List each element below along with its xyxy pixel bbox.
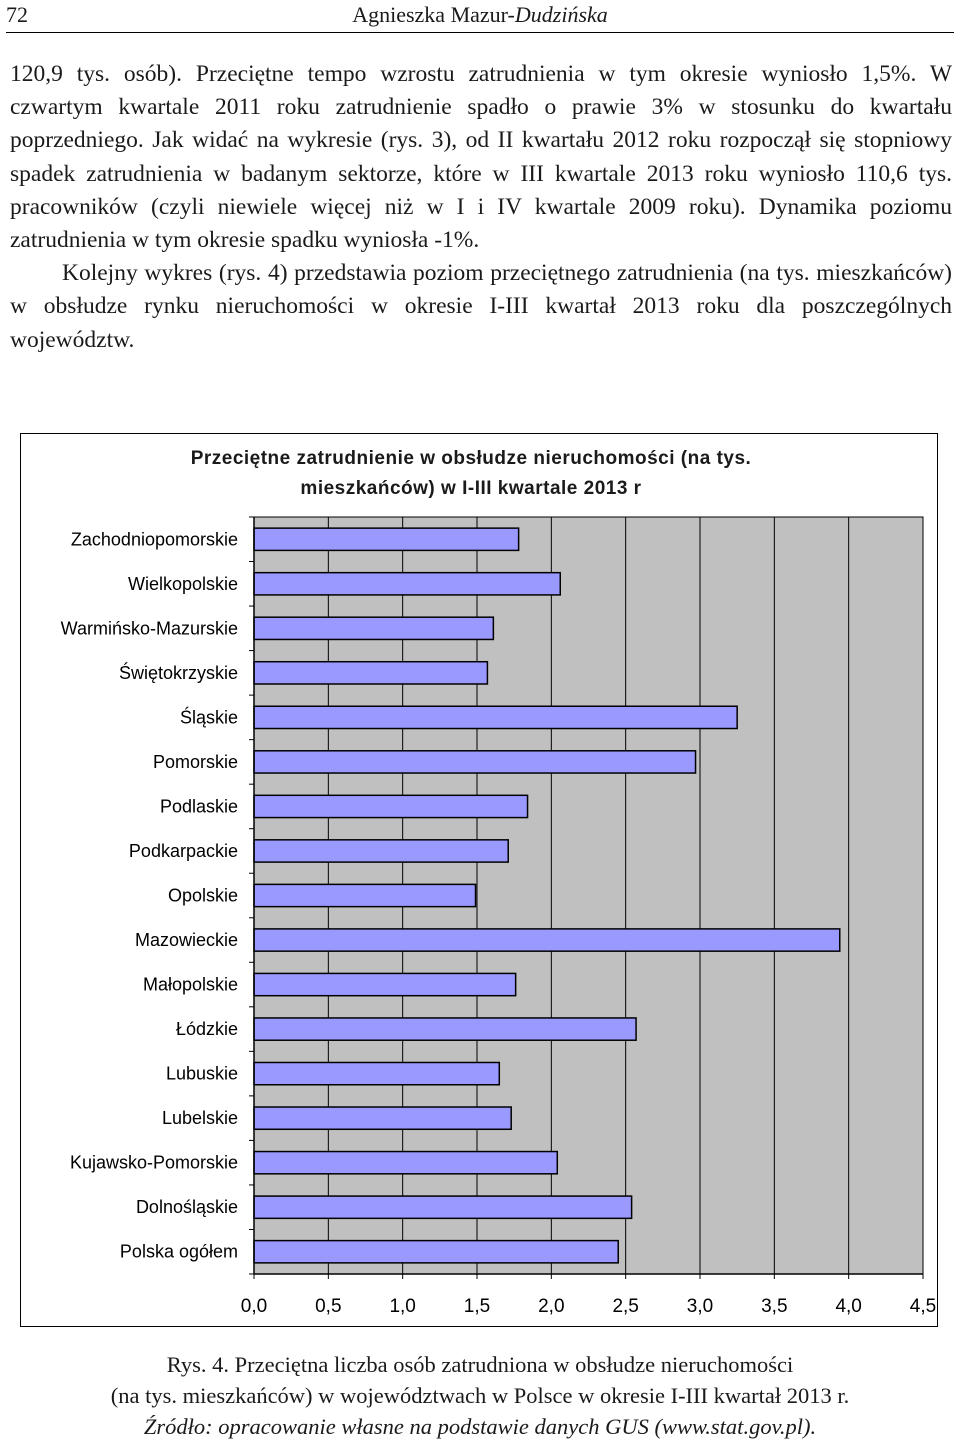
x-tick-label: 4,0 xyxy=(835,1296,862,1317)
y-tick-label: Lubelskie xyxy=(161,1108,238,1129)
header-rule xyxy=(6,32,954,33)
y-tick-label: Dolnośląskie xyxy=(135,1197,238,1218)
y-tick-label: Opolskie xyxy=(167,885,238,906)
y-tick-label: Lubuskie xyxy=(165,1063,238,1084)
author-name: Agnieszka Mazur- xyxy=(352,2,515,27)
x-tick-label: 0,5 xyxy=(315,1296,342,1317)
page-number: 72 xyxy=(6,2,28,27)
x-tick-label: 2,5 xyxy=(612,1296,639,1317)
bar xyxy=(254,1241,618,1263)
x-tick-label: 2,0 xyxy=(538,1296,565,1317)
y-tick-label: Zachodniopomorskie xyxy=(70,529,238,550)
bar xyxy=(254,706,737,728)
bar xyxy=(254,1196,632,1218)
y-tick-label: Podlaskie xyxy=(159,796,238,817)
caption-line: Rys. 4. Przeciętna liczba osób zatrudniona w obsłudze nieruchomości xyxy=(166,1352,794,1377)
bar xyxy=(254,617,493,639)
bar xyxy=(254,1062,499,1084)
y-tick-label: Wielkopolskie xyxy=(127,573,238,594)
bar xyxy=(254,795,528,817)
author-name-italic: Dudzińska xyxy=(514,2,608,27)
y-tick-label: Warmińsko-Mazurskie xyxy=(60,618,238,639)
bar xyxy=(254,528,519,550)
bar xyxy=(254,973,516,995)
x-tick-label: 0,0 xyxy=(240,1296,268,1317)
y-tick-label: Łódzkie xyxy=(175,1019,238,1040)
y-tick-label: Mazowieckie xyxy=(134,930,238,951)
chart-title-line: Przeciętne zatrudnienie w obsłudze nieruchomości (na tys. xyxy=(190,448,752,469)
bar xyxy=(254,662,487,684)
x-tick-label: 1,0 xyxy=(389,1296,416,1317)
bar xyxy=(254,929,840,951)
y-tick-label: Pomorskie xyxy=(152,751,238,772)
bar xyxy=(254,573,560,595)
paragraph: Kolejny wykres (rys. 4) przedstawia poziom przeciętnego zatrudnienia (na tys. mieszkańców) w obsłudze rynku nieruchomości w okresie I-III kwartał 2013 roku dla poszczególnych województw. xyxy=(10,260,952,353)
x-tick-label: 3,0 xyxy=(686,1296,714,1317)
chart-title-line: mieszkańców) w I-III kwartale 2013 r xyxy=(300,478,642,499)
caption-line: (na tys. mieszkańców) w województwach w Polsce w okresie I-III kwartał 2013 r. xyxy=(110,1383,850,1408)
y-tick-label: Świętokrzyskie xyxy=(118,662,238,683)
bar-chart xyxy=(21,434,939,1328)
bar xyxy=(254,884,476,906)
bar xyxy=(254,751,696,773)
bar xyxy=(254,1018,636,1040)
caption-source: Źródło: opracowanie własne na podstawie danych GUS (www.stat.gov.pl). xyxy=(143,1414,817,1439)
paragraph: 120,9 tys. osób). Przeciętne tempo wzrostu zatrudnienia w tym okresie wyniosło 1,5%. W czwartym kwartale 2011 roku zatrudnienie spadło o prawie 3% w stosunku do kwartału poprzedniego. Jak widać na wykresie (rys. 3), od II kwartału 2012 roku rozpoczął się stopniowy spadek zatrudnienia w badanym sektorze, które w III kwartale 2013 roku wyniosło 110,6 tys. pracowników (czyli niewiele więcej niż w I i IV kwartale 2009 roku). Dynamika poziomu zatrudnienia w tym okresie spadku wyniosła -1%. xyxy=(10,61,952,254)
bar xyxy=(254,840,508,862)
x-tick-label: 4,5 xyxy=(909,1296,937,1317)
page-header xyxy=(0,0,960,34)
y-tick-label: Podkarpackie xyxy=(128,840,238,861)
figure-caption xyxy=(0,1349,960,1442)
x-tick-label: 3,5 xyxy=(761,1296,788,1317)
y-tick-label: Kujawsko-Pomorskie xyxy=(69,1152,238,1173)
x-tick-label: 1,5 xyxy=(463,1296,491,1317)
body-text xyxy=(10,58,952,357)
running-head xyxy=(0,2,960,28)
bar xyxy=(254,1152,557,1174)
y-tick-label: Polska ogółem xyxy=(119,1241,238,1262)
y-tick-label: Małopolskie xyxy=(142,974,238,995)
y-tick-label: Śląskie xyxy=(179,707,238,728)
figure xyxy=(20,433,938,1327)
bar xyxy=(254,1107,511,1129)
